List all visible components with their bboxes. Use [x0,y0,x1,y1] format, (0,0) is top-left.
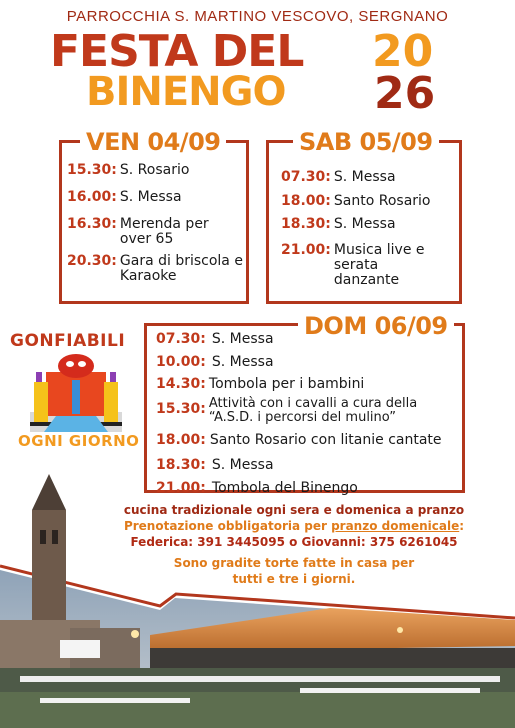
festival-title-line2: BINENGO [86,69,286,115]
event-time: 16.30: [67,216,117,232]
event-time: 18.30: [281,216,331,232]
event-time: 07.30: [281,169,331,185]
event-text: Santo Rosario con litanie cantate [209,432,442,448]
event-time: 16.00: [67,189,117,205]
event-time: 10.00: [156,354,206,370]
event-time: 21.00: [281,242,331,258]
saturday-day-heading: SAB 05/09 [293,128,439,156]
year-bottom: 26 [374,68,436,119]
cakes-note-line1: Sono gradite torte fatte in casa per [173,556,415,570]
saturday-event [281,217,459,232]
sunday-event [156,355,456,370]
event-text: Gara di briscola e Karaoke [119,253,243,284]
sunday-day-heading: DOM 06/09 [298,312,454,340]
event-time: 18.00: [281,193,331,209]
friday-day-heading: VEN 04/09 [80,128,226,156]
event-time: 15.30: [67,162,117,178]
reservation-text: Prenotazione obbligatoria per [123,519,332,533]
sunday-event [156,332,456,347]
sunday-event [156,433,460,448]
event-text: S. Messa [333,169,396,185]
inflatables-subtitle: OGNI GIORNO [18,432,140,450]
friday-event [67,190,245,205]
event-text: Merenda per over 65 [119,216,209,247]
event-time: 18.00: [156,432,206,448]
saturday-event [281,194,459,209]
event-time: 21.00: [156,480,206,496]
event-text: S. Messa [211,354,274,370]
event-text: Tombola per i bambini [208,376,365,392]
saturday-event [281,243,459,288]
sunday-event [156,377,456,392]
bouncy-castle-illustration [26,352,126,434]
year-top: 20 [372,26,434,77]
event-text: Tombola del Binengo [211,480,358,496]
event-text: S. Messa [211,331,274,347]
event-text: S. Rosario [119,162,190,178]
event-time: 07.30: [156,331,206,347]
saturday-event [281,170,459,185]
sunday-event [156,397,460,425]
festival-title-line1: FESTA DEL [50,26,304,77]
event-text: S. Messa [333,216,396,232]
friday-event [67,163,245,178]
inflatables-title: GONFIABILI [10,331,126,351]
cakes-note-line2: tutti e tre i giorni. [232,572,356,586]
event-text: S. Messa [211,457,274,473]
parish-name: PARROCCHIA S. MARTINO VESCOVO, SERGNANO [66,8,449,25]
event-time: 15.30: [156,401,206,417]
friday-event [67,217,227,247]
event-time: 18.30: [156,457,206,473]
friday-event [67,254,245,284]
contact-phones: Federica: 391 3445095 o Giovanni: 375 6261045 [130,535,458,549]
event-text: S. Messa [119,189,182,205]
event-time: 14.30: [156,376,206,392]
event-text: Musica live e serata danzante [333,242,425,288]
kitchen-info: cucina tradizionale ogni sera e domenica a pranzo [123,503,465,517]
reservation-underlined: pranzo domenicale [331,519,460,533]
festival-photo [0,470,515,728]
event-time: 20.30: [67,253,117,269]
event-text: Attività con i cavalli a cura della “A.S.D. i percorsi del mulino” [208,396,418,425]
event-text: Santo Rosario [333,193,431,209]
reservation-colon: : [459,519,465,533]
